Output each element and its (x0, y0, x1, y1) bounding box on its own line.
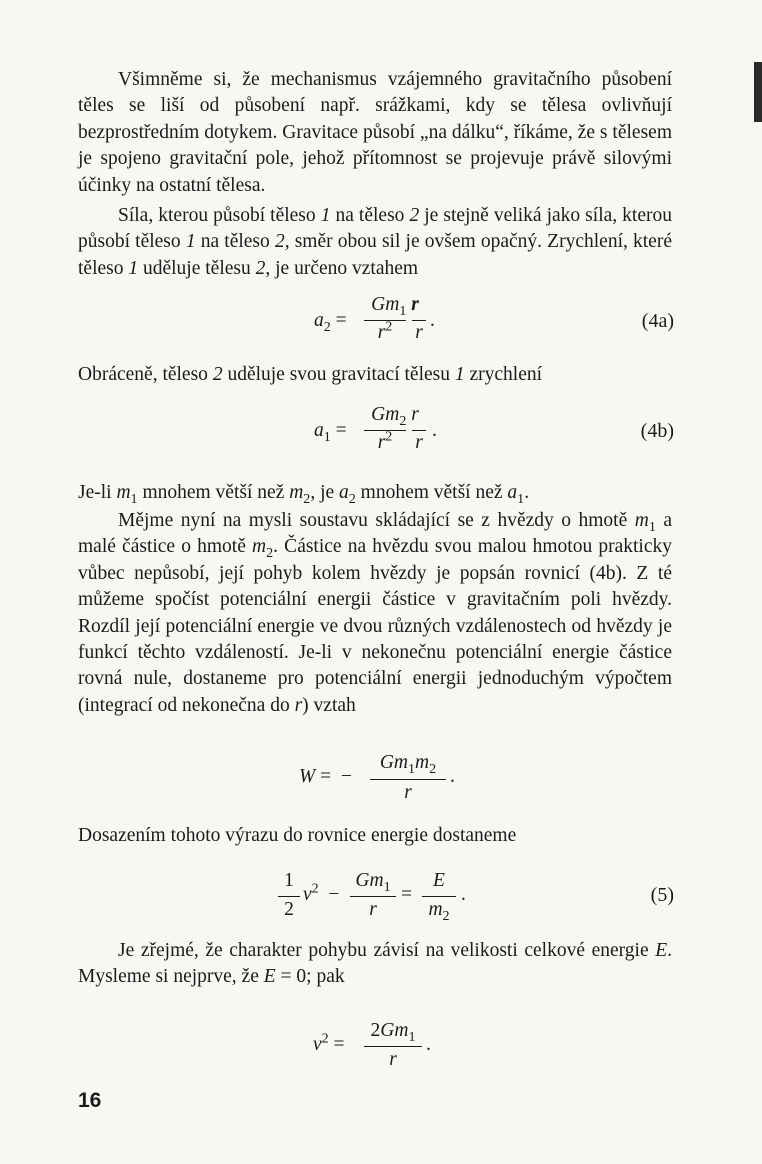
paragraph-inverse: Obráceně, těleso 2 uděluje svou gravitací tělesu 1 zrychlení (78, 364, 543, 385)
equation-label-4a: (4a) (641, 310, 674, 332)
paragraph-substitution: Dosazením tohoto výrazu do rovnice energie dostaneme (78, 825, 517, 846)
page-edge-mark (754, 62, 762, 122)
book-page: Všimněme si, že mechanismus vzájemného gravitačního působení těles se liší od působení např. srážkami, kdy se tělesa ovlivňují bezprostředním dotykem. Gravitace působí „na dálku“, říkáme, že s tělesem je spojeno gravitační pole, jehož přítomnost se projevuje právě silovými účinky na ostatní tělesa. Síla, kterou působí těleso 1 na těleso 2 je stejně veliká jako síla, kterou působí těleso 1 na těleso 2, směr obou sil je ovšem opačný. Zrychlení, které těleso 1 uděluje tělesu 2, je určeno vztahem $a_2$ = $Gm_1$ r $r^2$ r . (4a) Obráceně, těleso 2 uděluje svou gravitací tělesu 1 zrychlení $a_1$ = $Gm_2$ r $r^2$ r . (4b) Je-li $m_1$ mnohem větší než $m_2$, je $a_2$ mnohem větší než $a_1$. Mějme nyní na mysli soustavu skládající se z hvězdy o hmotě $m_1$ a malé částice o hmotě $m_2$. Částice na hvězdu svou malou hmotou prakticky vůbec nepůsobí, její pohyb kolem hvězdy je popsán rovnicí (4b). Z té můžeme spočíst potenciální energii částice v gravitačním poli hvězdy. Rozdíl její potenciální energie ve dvou různých vzdálenostech od hvězdy je funkcí těchto vzdáleností. Je-li v nekonečnu potenciální energie částice rovná nule, dostaneme pro potenciální energii jednoduchým výpočtem (integrací od nekonečna do r) vztah W = − $Gm_1m_2$ r . Dosazením tohoto výrazu do rovnice energie dostaneme 1 2 $v^2$ − $Gm_1$ r = E $m_2$ . (5) Je zřejmé, že charakter pohybu závisí na velikosti celkové energie E. Mysleme si nejprve, že E = 0; pak $v^2$ = $2Gm_1$ r . 16 (0, 0, 762, 1164)
paragraph-mass-comparison: Je-li $m_1$ mnohem větší než $m_2$, je $a_2$ mnohem větší než $a_1$. (78, 482, 530, 507)
paragraph-force-symmetry: Síla, kterou působí těleso 1 na těleso 2 je stejně veliká jako síla, kterou působí těleso 1 na těleso 2, směr obou sil je ovšem opačný. Zrychlení, které těleso 1 uděluje tělesu 2, je určeno vztahem (78, 205, 672, 279)
paragraph-star-particle: Mějme nyní na mysli soustavu skládající se z hvězdy o hmotě $m_1$ a malé částice o hmotě $m_2$. Částice na hvězdu svou malou hmotou prakticky vůbec nepůsobí, její pohyb kolem hvězdy je popsán rovnicí (4b). Z té můžeme spočíst potenciální energii částice v gravitačním poli hvězdy. Rozdíl její potenciální energie ve dvou různých vzdálenostech od hvězdy je funkcí těchto vzdáleností. Je-li v nekonečnu potenciální energie částice rovná nule, dostaneme pro potenciální energii jednoduchým výpočtem (integrací od nekonečna do r) vztah (78, 510, 673, 716)
page-number: 16 (78, 1089, 102, 1112)
paragraph-gravitation-field: Všimněme si, že mechanismus vzájemného gravitačního působení těles se liší od působení např. srážkami, kdy se tělesa ovlivňují bezprostředním dotykem. Gravitace působí „na dálku“, říkáme, že s tělesem je spojeno gravitační pole, jehož přítomnost se projevuje právě silovými účinky na ostatní tělesa. (78, 69, 672, 196)
paragraph-energy-zero: Je zřejmé, že charakter pohybu závisí na velikosti celkové energie E. Mysleme si nejprve, že E = 0; pak (78, 940, 672, 988)
equation-label-5: (5) (650, 884, 674, 906)
equation-label-4b: (4b) (640, 420, 674, 442)
